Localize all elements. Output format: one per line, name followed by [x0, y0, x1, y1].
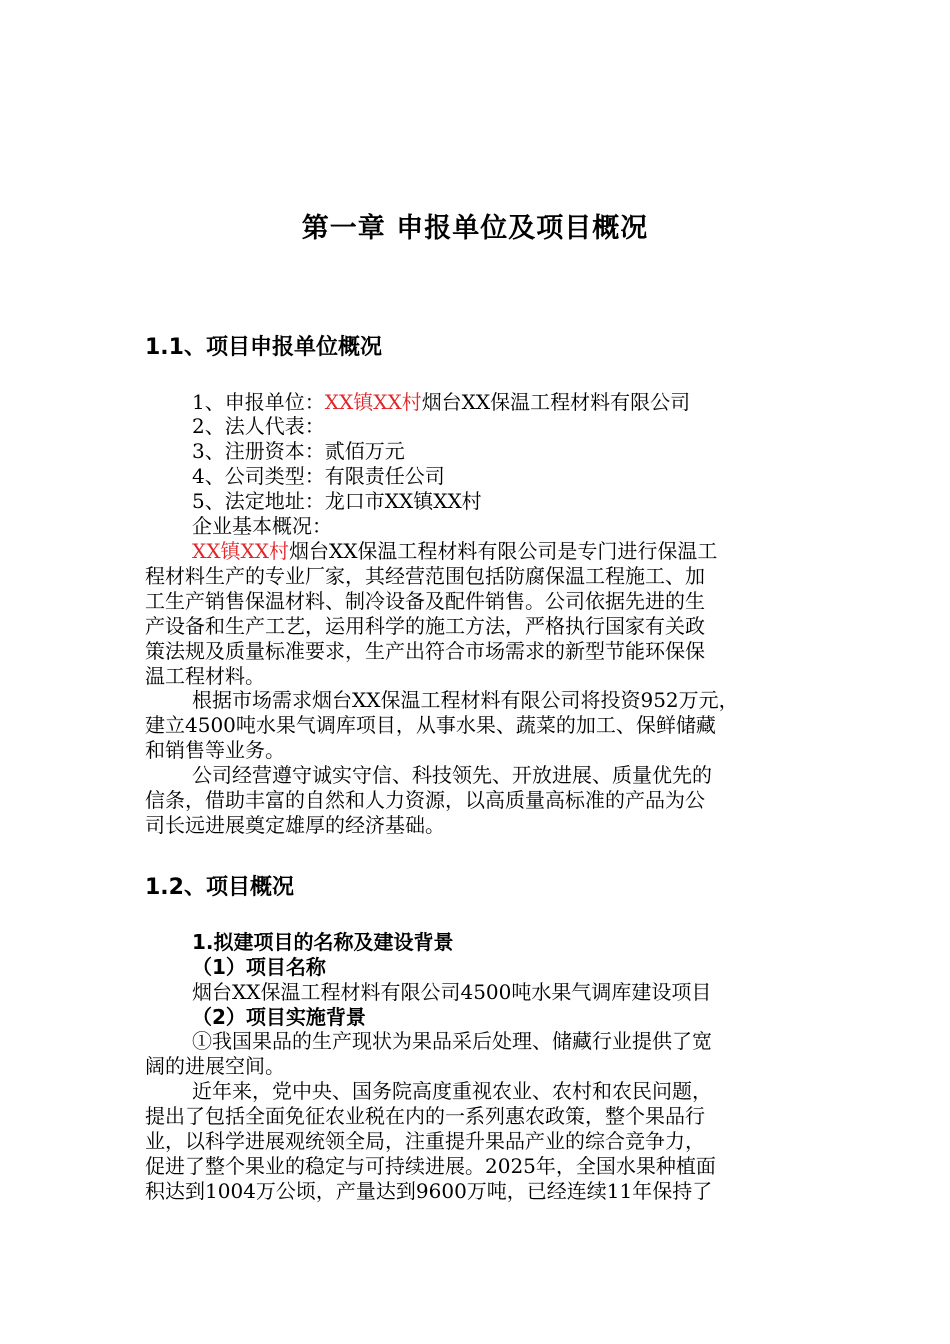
overview-p2-line3: 和销售等业务。 [145, 738, 285, 762]
applicant-unit-line [192, 390, 835, 414]
overview-p1-line1 [192, 539, 835, 563]
applicant-unit-name: 烟台XX保温工程材料有限公司 [421, 390, 691, 414]
overview-p1-line6: 温工程材料。 [145, 664, 265, 688]
background-p2-line2: 提出了包括全面免征农业税在内的一系列惠农政策，整个果品行 [145, 1104, 705, 1128]
overview-p2-line1: 根据市场需求烟台XX保温工程材料有限公司将投资952万元， [192, 688, 739, 712]
overview-p1-text: 烟台XX保温工程材料有限公司是专门进行保温工 [288, 539, 718, 563]
applicant-unit-label: 1、申报单位： [192, 390, 325, 414]
background-p2-line1: 近年来，党中央、国务院高度重视农业、农村和农民问题， [192, 1079, 712, 1103]
overview-p3-line1: 公司经营遵守诚实守信、科技领先、开放进展、质量优先的 [192, 763, 712, 787]
overview-p2-line2: 建立4500吨水果气调库项目，从事水果、蔬菜的加工、保鲜储藏 [145, 713, 716, 737]
overview-p1-line4: 产设备和生产工艺，运用科学的施工方法，严格执行国家有关政 [145, 614, 705, 638]
company-type-line: 4、公司类型：有限责任公司 [192, 464, 445, 488]
overview-p1-line3: 工生产销售保温材料、制冷设备及配件销售。公司依据先进的生 [145, 589, 705, 613]
overview-location: XX镇XX村 [192, 539, 289, 563]
registered-capital-line: 3、注册资本：贰佰万元 [192, 439, 405, 463]
overview-p1-line2: 程材料生产的专业厂家，其经营范围包括防腐保温工程施工、加 [145, 564, 705, 588]
legal-rep-line: 2、法人代表： [192, 414, 325, 438]
background-p1-line1: ①我国果品的生产现状为果品采后处理、储藏行业提供了宽 [192, 1029, 712, 1053]
chapter-title: 第一章 申报单位及项目概况 [301, 213, 649, 244]
subheading-name-background: 1.拟建项目的名称及建设背景 [192, 930, 454, 954]
section-heading-1-1: 1.1、项目申报单位概况 [145, 335, 382, 360]
section-heading-1-2: 1.2、项目概况 [145, 875, 294, 900]
subheading-project-name: （1）项目名称 [192, 955, 326, 979]
subheading-background: （2）项目实施背景 [192, 1005, 366, 1029]
background-p1-line2: 阔的进展空间。 [145, 1054, 285, 1078]
background-p2-line3: 业，以科学进展观统领全局，注重提升果品产业的综合竞争力， [145, 1129, 705, 1153]
background-p2-line4: 促进了整个果业的稳定与可持续进展。2025年，全国水果种植面 [145, 1154, 716, 1178]
overview-label: 企业基本概况： [192, 514, 332, 538]
legal-address-line: 5、法定地址：龙口市XX镇XX村 [192, 489, 482, 513]
project-name-text: 烟台XX保温工程材料有限公司4500吨水果气调库建设项目 [192, 980, 712, 1004]
overview-p3-line2: 信条，借助丰富的自然和人力资源，以高质量高标准的产品为公 [145, 788, 705, 812]
overview-p3-line3: 司长远进展奠定雄厚的经济基础。 [145, 813, 445, 837]
applicant-unit-location: XX镇XX村 [324, 390, 422, 414]
overview-p1-line5: 策法规及质量标准要求，生产出符合市场需求的新型节能环保保 [145, 639, 705, 663]
background-p2-line5: 积达到1004万公顷，产量达到9600万吨，已经连续11年保持了 [145, 1179, 713, 1203]
